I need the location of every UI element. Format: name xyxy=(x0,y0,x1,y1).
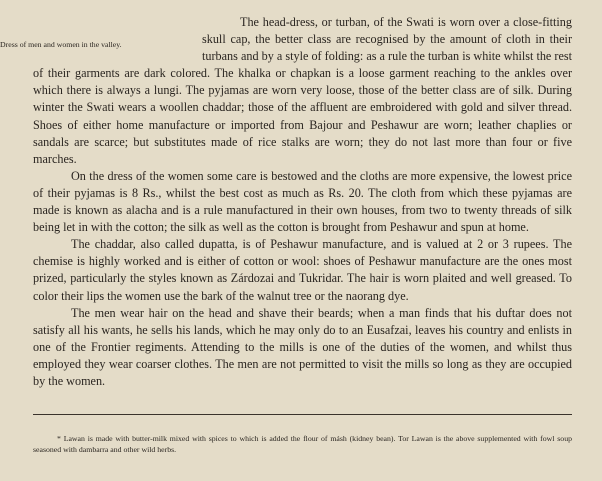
footnote: * Lawan is made with butter-milk mixed with spices to which is added the flour of másh (kidney bean). Tor Lawan is the above supplemented with fowl soup seasoned with dambarra and other wild herbs. xyxy=(33,434,572,454)
paragraph-1-text: The head-dress, or turban, of the Swati is worn over a close-fitting skull cap, the better class are recognised by the amount of cloth in their turbans and by a style of folding: as a rule the turban is white whilst the rest of their garments are dark colored. The khalka or chapkan is a loose garment reaching to the ankles over which there is always a lungi. The pyjamas are worn very loose, those of the better class are of silk. During winter the Swati wears a woollen chaddar; those of the affluent are embroidered with gold and silver thread. Shoes of either home manufacture or imported from Bajour and Peshawur are worn; leather chaplies or sandals are scarce; but substitutes made of rice stalks are worn; they do not last more than four or five marches. xyxy=(33,15,572,166)
paragraph-4: The men wear hair on the head and shave their beards; when a man finds that his duftar does not satisfy all his wants, he sells his lands, which he may only do to an Eusafzai, leaves his country and enlists in one of the Frontier regiments. Attending to the mills is one of the duties of the women, and whilst thus employed they wear coarser clothes. The men are not permitted to visit the mills so long as they are occupied by the women. xyxy=(33,305,572,388)
footnote-divider xyxy=(33,414,572,415)
paragraph-1 xyxy=(0,14,572,168)
paragraph-2: On the dress of the women some care is bestowed and the cloths are more expensive, the lowest price of their pyjamas is 8 Rs., whilst the best cost as much as Rs. 20. The cloth from which these pyjamas are made is known as alacha and is a rule manufactured in their own houses, from two to twenty threads of silk being let in with the cotton; the silk as well as the cotton is brought from Peshawur and spun at home. xyxy=(33,168,572,235)
sidenote: Dress of men and women in the valley. xyxy=(0,40,122,49)
paragraph-3: The chaddar, also called dupatta, is of Peshawur manufacture, and is valued at 2 or 3 rupees. The chemise is highly worked and is either of cotton or wool: shoes of Peshawur manufacture are the ones most prized, particularly the styles known as Zárdozai and Tukridar. The hair is worn plaited and well greased. To color their lips the women use the bark of the walnut tree or the naorang dye. xyxy=(33,237,572,303)
